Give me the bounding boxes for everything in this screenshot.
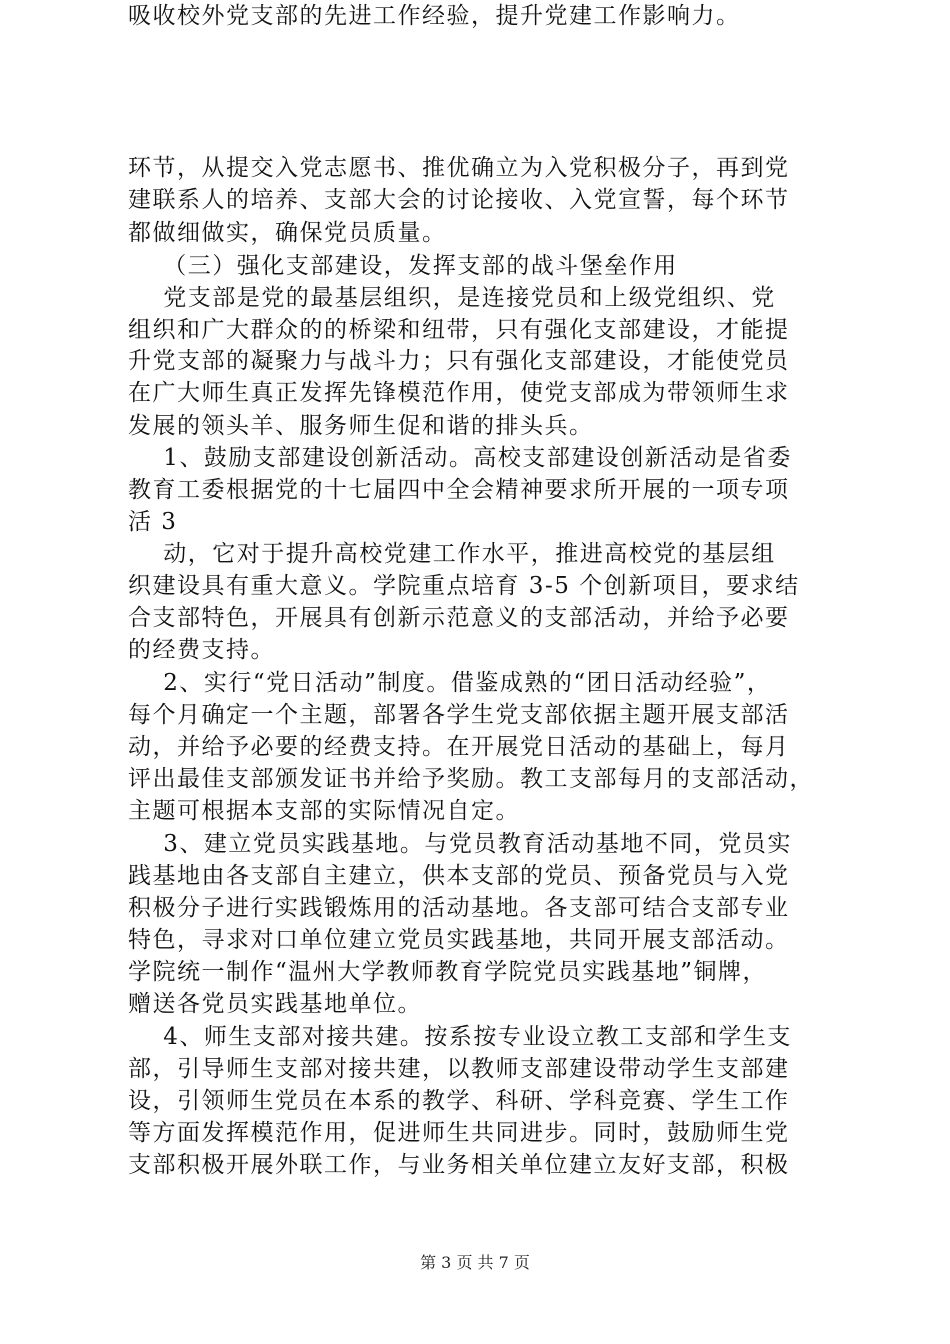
text-line: 等方面发挥模范作用，促进师生共同进步。同时，鼓励师生党 xyxy=(128,1120,790,1146)
text-line: 的经费支持。 xyxy=(128,637,275,663)
text-line: 每个月确定一个主题，部署各学生党支部依据主题开展支部活 xyxy=(128,702,790,728)
text-line: 环节，从提交入党志愿书、推优确立为入党积极分子，再到党 xyxy=(128,155,790,181)
text-line: 4、师生支部对接共建。按系按专业设立教工支部和学生支 xyxy=(128,1024,792,1050)
text-line: 建联系人的培养、支部大会的讨论接收、入党宣誓，每个环节 xyxy=(128,187,790,213)
text-line: 发展的领头羊、服务师生促和谐的排头兵。 xyxy=(128,413,594,439)
text-line: 积极分子进行实践锻炼用的活动基地。各支部可结合支部专业 xyxy=(128,895,790,921)
text-line: 践基地由各支部自主建立，供本支部的党员、预备党员与入党 xyxy=(128,863,790,889)
page-footer: 第 3 页 共 7 页 xyxy=(420,1253,530,1272)
text-line: 2、实行“党日活动”制度。借鉴成熟的“团日活动经验”， xyxy=(128,670,772,696)
text-line: 升党支部的凝聚力与战斗力；只有强化支部建设，才能使党员 xyxy=(128,348,790,374)
text-line: 组织和广大群众的的桥梁和纽带，只有强化支部建设，才能提 xyxy=(128,317,790,343)
text-line: （三）强化支部建设，发挥支部的战斗堡垒作用 xyxy=(128,253,678,279)
text-line: 3、建立党员实践基地。与党员教育活动基地不同，党员实 xyxy=(128,831,792,857)
text-line: 赠送各党员实践基地单位。 xyxy=(128,991,422,1017)
text-line: 合支部特色，开展具有创新示范意义的支部活动，并给予必要 xyxy=(128,605,790,631)
text-line: 党支部是党的最基层组织，是连接党员和上级党组织、党 xyxy=(128,285,776,311)
text-line: 部，引导师生支部对接共建，以教师支部建设带动学生支部建 xyxy=(128,1056,790,1082)
text-line: 织建设具有重大意义。学院重点培育 3-5 个创新项目，要求结 xyxy=(128,573,800,599)
text-line: 设，引领师生党员在本系的教学、科研、学科竞赛、学生工作 xyxy=(128,1088,790,1114)
text-line: 在广大师生真正发挥先锋模范作用，使党支部成为带领师生求 xyxy=(128,380,790,406)
text-line: 动，它对于提升高校党建工作水平，推进高校党的基层组 xyxy=(128,541,776,567)
text-line: 1、鼓励支部建设创新活动。高校支部建设创新活动是省委 xyxy=(128,445,792,471)
text-line: 主题可根据本支部的实际情况自定。 xyxy=(128,798,520,824)
text-line: 动，并给予必要的经费支持。在开展党日活动的基础上，每月 xyxy=(128,734,790,760)
text-line: 支部积极开展外联工作，与业务相关单位建立友好支部，积极 xyxy=(128,1152,790,1178)
text-line: 教育工委根据党的十七届四中全会精神要求所开展的一项专项 xyxy=(128,477,790,503)
text-line: 吸收校外党支部的先进工作经验，提升党建工作影响力。 xyxy=(128,3,741,29)
text-line: 特色，寻求对口单位建立党员实践基地，共同开展支部活动。 xyxy=(128,927,790,953)
text-line: 活 3 xyxy=(128,509,178,535)
text-line: 学院统一制作“温州大学教师教育学院党员实践基地”铜牌， xyxy=(128,959,768,985)
text-line: 都做细做实，确保党员质量。 xyxy=(128,220,447,246)
text-line: 评出最佳支部颁发证书并给予奖励。教工支部每月的支部活动， xyxy=(128,766,814,792)
